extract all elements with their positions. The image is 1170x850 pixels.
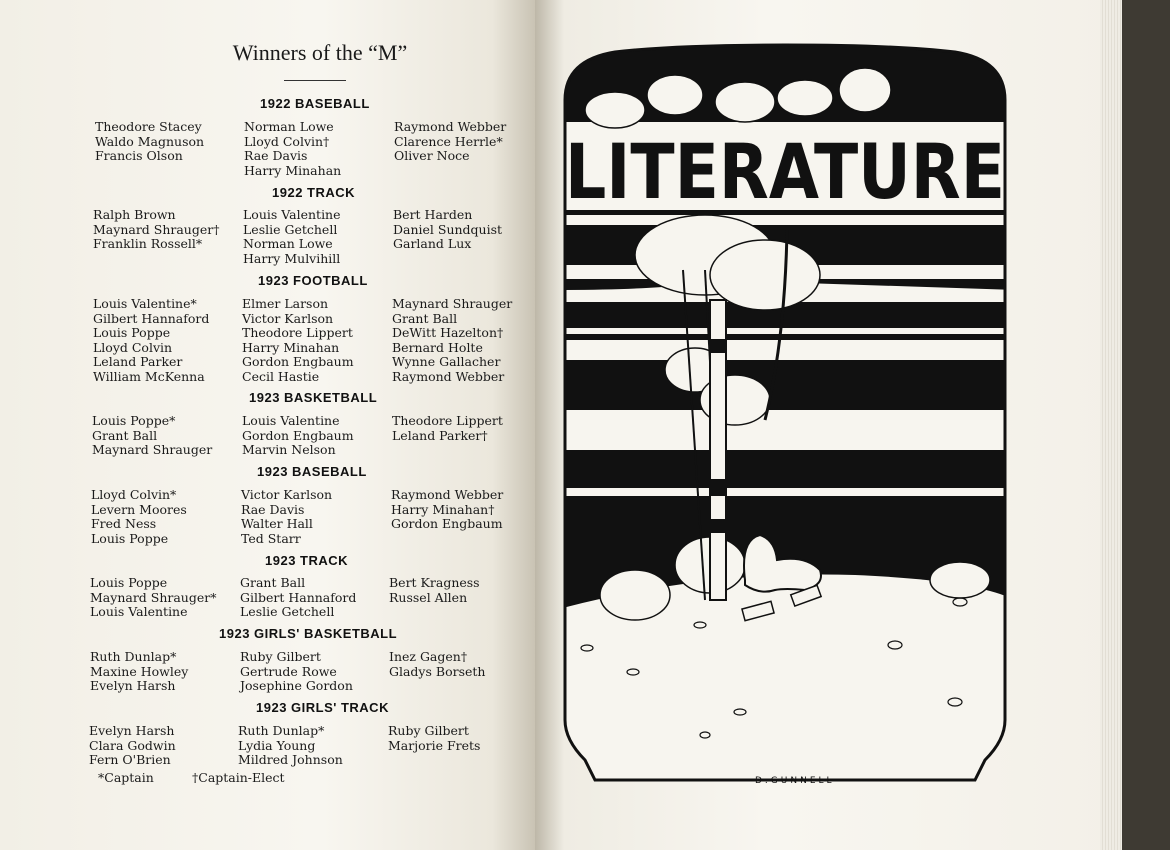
title-divider bbox=[284, 80, 346, 81]
winner-name: Josephine Gordon bbox=[240, 678, 353, 694]
winner-name: Grant Ball bbox=[392, 310, 458, 326]
winner-name: Victor Karlson bbox=[242, 310, 334, 326]
winner-name: Lloyd Colvin† bbox=[244, 133, 330, 149]
left-page bbox=[0, 0, 535, 850]
winner-name: William McKenna bbox=[93, 368, 205, 384]
winner-name: Maxine Howley bbox=[90, 663, 189, 679]
winner-name: Fern O'Brien bbox=[89, 752, 171, 768]
winner-name: Bernard Holte bbox=[392, 339, 483, 355]
winner-name: Ted Starr bbox=[241, 530, 301, 546]
winner-name: Harry Minahan bbox=[242, 339, 340, 355]
winner-name: Maynard Shrauger bbox=[392, 296, 513, 311]
book-cover-edge bbox=[1122, 0, 1170, 850]
winner-name: Raymond Webber bbox=[394, 119, 507, 134]
winner-name: Norman Lowe bbox=[244, 119, 334, 134]
winner-name: Norman Lowe bbox=[243, 236, 333, 252]
winner-name: Mildred Johnson bbox=[238, 752, 343, 768]
literature-title: LITERATURE bbox=[565, 127, 1005, 216]
name-column bbox=[92, 414, 212, 458]
winner-name: Cecil Hastie bbox=[242, 368, 320, 384]
name-column bbox=[241, 488, 332, 546]
winner-name: Harry Mulvihill bbox=[243, 250, 341, 266]
winner-name: Waldo Magnuson bbox=[95, 133, 205, 149]
winner-name: Louis Valentine* bbox=[93, 296, 197, 311]
page-title: Winners of the “M” bbox=[232, 40, 408, 65]
winner-name: Lydia Young bbox=[238, 737, 316, 753]
winner-name: Louis Valentine bbox=[90, 604, 188, 620]
name-column bbox=[93, 208, 219, 252]
captain-elect-legend: †Captain-Elect bbox=[192, 770, 285, 785]
winner-name: Theodore Lippert bbox=[392, 413, 503, 428]
winner-name: Harry Minahan bbox=[244, 162, 342, 178]
name-column bbox=[244, 120, 341, 178]
winner-name: Louis Poppe* bbox=[92, 413, 176, 428]
winner-name: Raymond Webber bbox=[392, 368, 505, 384]
winner-name: DeWitt Hazelton† bbox=[392, 325, 504, 341]
name-column bbox=[391, 488, 503, 532]
section-heading: 1923 BASEBALL bbox=[257, 464, 367, 479]
winner-name: Inez Gagen† bbox=[389, 649, 468, 664]
winner-name: Gordon Engbaum bbox=[242, 427, 354, 443]
name-column bbox=[394, 120, 506, 164]
winner-name: Lloyd Colvin bbox=[93, 339, 173, 355]
name-column bbox=[90, 650, 188, 694]
section-heading: 1923 FOOTBALL bbox=[258, 273, 368, 288]
winner-name: Franklin Rossell* bbox=[93, 236, 203, 252]
winner-name: Ruby Gilbert bbox=[240, 649, 321, 664]
name-column bbox=[392, 297, 512, 385]
winner-name: Fred Ness bbox=[91, 516, 157, 532]
winner-name: Grant Ball bbox=[92, 427, 158, 443]
winner-name: Rae Davis bbox=[244, 148, 308, 164]
name-column bbox=[240, 576, 356, 620]
winner-name: Evelyn Harsh bbox=[90, 678, 176, 694]
winner-name: Clarence Herrle* bbox=[394, 133, 503, 149]
name-column bbox=[93, 297, 209, 385]
winner-name: Raymond Webber bbox=[391, 487, 504, 502]
name-column bbox=[389, 650, 485, 679]
winner-name: Gladys Borseth bbox=[389, 663, 486, 679]
winner-name: Louis Valentine bbox=[243, 207, 341, 222]
winner-name: Theodore Lippert bbox=[242, 325, 353, 341]
winner-name: Marvin Nelson bbox=[242, 442, 336, 458]
name-column bbox=[243, 208, 341, 266]
winner-name: Maynard Shrauger† bbox=[93, 221, 220, 237]
winner-name: Rae Davis bbox=[241, 501, 305, 517]
section-heading: 1923 BASKETBALL bbox=[249, 390, 378, 405]
winner-name: Louis Valentine bbox=[242, 413, 340, 428]
winner-name: Lloyd Colvin* bbox=[91, 487, 177, 502]
winner-name: Victor Karlson bbox=[241, 487, 333, 502]
winner-name: Gordon Engbaum bbox=[242, 354, 354, 370]
artist-signature: D.GUNNELL bbox=[755, 776, 835, 786]
winner-name: Clara Godwin bbox=[89, 737, 176, 753]
winner-name: Bert Kragness bbox=[389, 575, 480, 590]
winner-name: Louis Poppe bbox=[93, 325, 171, 341]
name-column bbox=[95, 120, 204, 164]
winner-name: Russel Allen bbox=[389, 589, 468, 605]
winner-name: Bert Harden bbox=[393, 207, 473, 222]
name-column bbox=[388, 724, 480, 753]
section-heading: 1923 GIRLS' TRACK bbox=[256, 700, 389, 715]
winner-name: Gertrude Rowe bbox=[240, 663, 337, 679]
name-column bbox=[389, 576, 480, 605]
section-heading: 1923 GIRLS' BASKETBALL bbox=[219, 626, 398, 641]
winner-name: Harry Minahan† bbox=[391, 501, 495, 517]
name-column bbox=[242, 297, 354, 385]
name-column bbox=[242, 414, 354, 458]
section-heading: 1922 TRACK bbox=[272, 185, 356, 200]
winner-name: Levern Moores bbox=[91, 501, 187, 517]
section-heading: 1923 TRACK bbox=[265, 553, 349, 568]
name-column bbox=[393, 208, 502, 252]
winner-name: Evelyn Harsh bbox=[89, 723, 175, 738]
winner-name: Daniel Sundquist bbox=[393, 221, 503, 237]
winner-name: Gilbert Hannaford bbox=[240, 589, 357, 605]
page-edges bbox=[1100, 0, 1122, 850]
captain-legend: *Captain bbox=[98, 770, 154, 785]
winner-name: Wynne Gallacher bbox=[392, 354, 501, 370]
winner-name: Marjorie Frets bbox=[388, 737, 481, 753]
winner-name: Leland Parker† bbox=[392, 427, 488, 443]
winner-name: Maynard Shrauger bbox=[92, 442, 213, 458]
winner-name: Ralph Brown bbox=[93, 207, 176, 222]
winner-name: Ruth Dunlap* bbox=[90, 649, 177, 664]
winner-name: Oliver Noce bbox=[394, 148, 470, 164]
winner-name: Garland Lux bbox=[393, 236, 472, 252]
winner-name: Maynard Shrauger* bbox=[90, 589, 217, 605]
winner-name: Walter Hall bbox=[241, 516, 313, 532]
name-column bbox=[238, 724, 343, 768]
winner-name: Leland Parker bbox=[93, 354, 183, 370]
name-column bbox=[89, 724, 176, 768]
name-column bbox=[392, 414, 503, 443]
winner-name: Elmer Larson bbox=[242, 296, 329, 311]
literature-illustration bbox=[555, 40, 1015, 790]
winner-name: Leslie Getchell bbox=[243, 221, 338, 237]
winner-name: Louis Poppe bbox=[90, 575, 168, 590]
winner-name: Gordon Engbaum bbox=[391, 516, 503, 532]
winner-name: Grant Ball bbox=[240, 575, 306, 590]
winner-name: Ruby Gilbert bbox=[388, 723, 469, 738]
name-column bbox=[90, 576, 216, 620]
winner-name: Theodore Stacey bbox=[95, 119, 202, 134]
name-column bbox=[240, 650, 353, 694]
winner-name: Gilbert Hannaford bbox=[93, 310, 210, 326]
winner-name: Louis Poppe bbox=[91, 530, 169, 546]
name-column bbox=[91, 488, 187, 546]
winner-name: Ruth Dunlap* bbox=[238, 723, 325, 738]
winner-name: Leslie Getchell bbox=[240, 604, 335, 620]
winner-name: Francis Olson bbox=[95, 148, 183, 164]
section-heading: 1922 BASEBALL bbox=[260, 96, 370, 111]
